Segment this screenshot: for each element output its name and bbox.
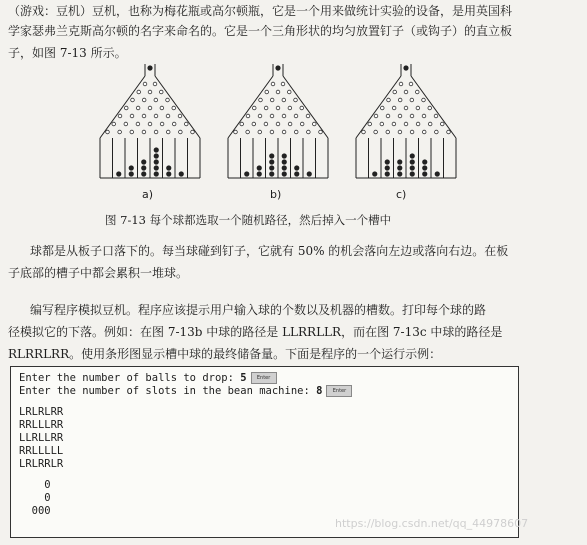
peg (130, 130, 134, 134)
ball (422, 165, 427, 170)
path-line: LRLRLRR (19, 406, 64, 418)
ball (269, 153, 274, 158)
peg (142, 130, 146, 134)
ball (166, 165, 171, 170)
ball (282, 153, 287, 158)
balls-input: 5 (240, 372, 247, 384)
peg (398, 98, 402, 102)
ball (422, 171, 427, 176)
figure-label-b: b) (270, 188, 282, 201)
peg (312, 122, 316, 126)
console-prompt-balls: Enter the number of balls to drop: 5 Enter (19, 372, 518, 385)
peg (294, 114, 298, 118)
histogram-line: 0 (19, 492, 51, 504)
ball (282, 165, 287, 170)
ball (141, 165, 146, 170)
intro-line-3-text: 子，如图 7-13 所示。 (8, 46, 127, 60)
peg (142, 114, 146, 118)
peg (178, 114, 182, 118)
path-line: RRLLLRR (19, 419, 64, 431)
peg (252, 122, 256, 126)
peg (136, 122, 140, 126)
ball (154, 159, 159, 164)
peg (112, 122, 116, 126)
peg (179, 130, 183, 134)
ball (116, 171, 121, 176)
peg (294, 130, 298, 134)
peg (387, 98, 391, 102)
peg (319, 130, 323, 134)
peg (166, 98, 170, 102)
ball (410, 165, 415, 170)
peg (172, 106, 176, 110)
peg (410, 114, 414, 118)
peg (392, 106, 396, 110)
peg (258, 130, 262, 134)
peg (106, 130, 110, 134)
peg (416, 106, 420, 110)
peg (306, 114, 310, 118)
slots-input: 8 (316, 385, 323, 397)
peg (422, 130, 426, 134)
peg (276, 90, 280, 94)
peg (434, 114, 438, 118)
peg (410, 98, 414, 102)
ball (166, 171, 171, 176)
peg (118, 130, 122, 134)
figure-label-a: a) (142, 188, 154, 201)
peg (191, 130, 195, 134)
peg (160, 106, 164, 110)
ball (269, 159, 274, 164)
console-prompt-slots: Enter the number of slots in the bean machine: 8 Enter (19, 385, 518, 398)
bean-machine-figure (92, 60, 512, 212)
ball (385, 159, 390, 164)
bean-machine-drawings (92, 60, 512, 208)
ball (372, 171, 377, 176)
peg (148, 122, 152, 126)
peg (270, 114, 274, 118)
peg (404, 90, 408, 94)
enter-key-icon: Enter (326, 385, 352, 397)
peg (380, 106, 384, 110)
peg (440, 122, 444, 126)
peg (374, 114, 378, 118)
peg (270, 98, 274, 102)
peg (234, 130, 238, 134)
peg (271, 82, 275, 86)
ball (397, 159, 402, 164)
peg (393, 90, 397, 94)
falling-ball (147, 65, 152, 70)
intro-line-2-text: 学家瑟弗兰克斯高尔顿的名字来命名的。它是一个三角形状的均匀放置钉子（或钩子）的直立板 (8, 24, 513, 38)
peg (142, 98, 146, 102)
peg (124, 122, 128, 126)
ball (307, 171, 312, 176)
ball (244, 171, 249, 176)
peg (252, 106, 256, 110)
paragraph-4: 径模拟它的下落。例如：在图 7-13b 中球的路径是 LLRRLLR，而在图 7-13c 中球的路径是 (8, 325, 503, 339)
peg (435, 130, 439, 134)
falling-ball (403, 65, 408, 70)
ball (294, 165, 299, 170)
ball (385, 165, 390, 170)
ball (129, 171, 134, 176)
peg (131, 98, 135, 102)
peg (160, 122, 164, 126)
peg (287, 90, 291, 94)
histogram-line: 0 (19, 479, 51, 491)
peg (259, 98, 263, 102)
ball (397, 171, 402, 176)
peg (130, 114, 134, 118)
paragraph-1: 球都是从板子口落下的。每当球碰到钉子，它就有 50% 的机会落向左边或落向右边。在板 (30, 244, 509, 258)
console-output (10, 366, 519, 538)
peg (154, 114, 158, 118)
peg (246, 114, 250, 118)
ball (385, 171, 390, 176)
peg (258, 114, 262, 118)
peg (300, 106, 304, 110)
watermark-text: https://blog.csdn.net/qq_44978607 (335, 517, 529, 530)
ball (154, 165, 159, 170)
peg (148, 90, 152, 94)
peg (288, 122, 292, 126)
path-line: RRLLLLL (19, 445, 64, 457)
peg (362, 130, 366, 134)
figure-caption: 图 7-13 每个球都选取一个随机路径，然后掉入一个槽中 (105, 213, 392, 227)
paragraph-5: RLRRLRR。使用条形图显示槽中球的最终储备量。下面是程序的一个运行示例： (8, 347, 442, 361)
ball (154, 171, 159, 176)
peg (307, 130, 311, 134)
peg (428, 106, 432, 110)
ball (410, 153, 415, 158)
peg (415, 90, 419, 94)
ball (154, 147, 159, 152)
peg (124, 106, 128, 110)
peg (159, 90, 163, 94)
peg (428, 122, 432, 126)
peg (282, 114, 286, 118)
peg (404, 122, 408, 126)
peg (270, 130, 274, 134)
peg (264, 122, 268, 126)
peg (137, 90, 141, 94)
peg (422, 114, 426, 118)
ball (141, 171, 146, 176)
peg (281, 82, 285, 86)
peg (300, 122, 304, 126)
peg (374, 130, 378, 134)
peg (276, 122, 280, 126)
ball (435, 171, 440, 176)
falling-ball (275, 65, 280, 70)
ball (410, 159, 415, 164)
peg (398, 114, 402, 118)
histogram-line: 000 (19, 505, 51, 517)
peg (154, 130, 158, 134)
peg (166, 114, 170, 118)
paragraph-3: 编写程序模拟豆机。程序应该提示用户输入球的个数以及机器的槽数。打印每个球的路 (30, 303, 487, 317)
peg (246, 130, 250, 134)
peg (153, 82, 157, 86)
ball (269, 165, 274, 170)
peg (118, 114, 122, 118)
ball (282, 159, 287, 164)
peg (409, 82, 413, 86)
paragraph-2: 子底部的槽子中都会累积一堆球。 (8, 266, 189, 280)
ball (129, 165, 134, 170)
ball (422, 159, 427, 164)
peg (166, 130, 170, 134)
intro-line-2 (8, 20, 512, 64)
path-line: LRLRRLR (19, 458, 64, 470)
peg (398, 130, 402, 134)
ball (410, 171, 415, 176)
ball (141, 159, 146, 164)
peg (276, 106, 280, 110)
peg (368, 122, 372, 126)
peg (422, 98, 426, 102)
peg (386, 114, 390, 118)
peg (148, 106, 152, 110)
figure-label-c: c) (396, 188, 407, 201)
ball (154, 153, 159, 158)
peg (282, 98, 286, 102)
peg (282, 130, 286, 134)
ball (257, 171, 262, 176)
peg (399, 82, 403, 86)
peg (416, 122, 420, 126)
peg (410, 130, 414, 134)
peg (136, 106, 140, 110)
ball (179, 171, 184, 176)
peg (172, 122, 176, 126)
peg (143, 82, 147, 86)
ball (257, 165, 262, 170)
peg (264, 106, 268, 110)
intro-line-1: （游戏：豆机）豆机，也称为梅花瓶或高尔顿瓶，它是一个用来做统计实验的设备，是用英国科 (8, 4, 513, 18)
peg (380, 122, 384, 126)
path-line: LLRLLRR (19, 432, 64, 444)
peg (288, 106, 292, 110)
peg (154, 98, 158, 102)
ball (294, 171, 299, 176)
peg (386, 130, 390, 134)
peg (184, 122, 188, 126)
peg (392, 122, 396, 126)
peg (404, 106, 408, 110)
enter-key-icon: Enter (251, 372, 277, 384)
ball (269, 171, 274, 176)
peg (447, 130, 451, 134)
ball (282, 171, 287, 176)
ball (397, 165, 402, 170)
peg (240, 122, 244, 126)
peg (294, 98, 298, 102)
peg (265, 90, 269, 94)
